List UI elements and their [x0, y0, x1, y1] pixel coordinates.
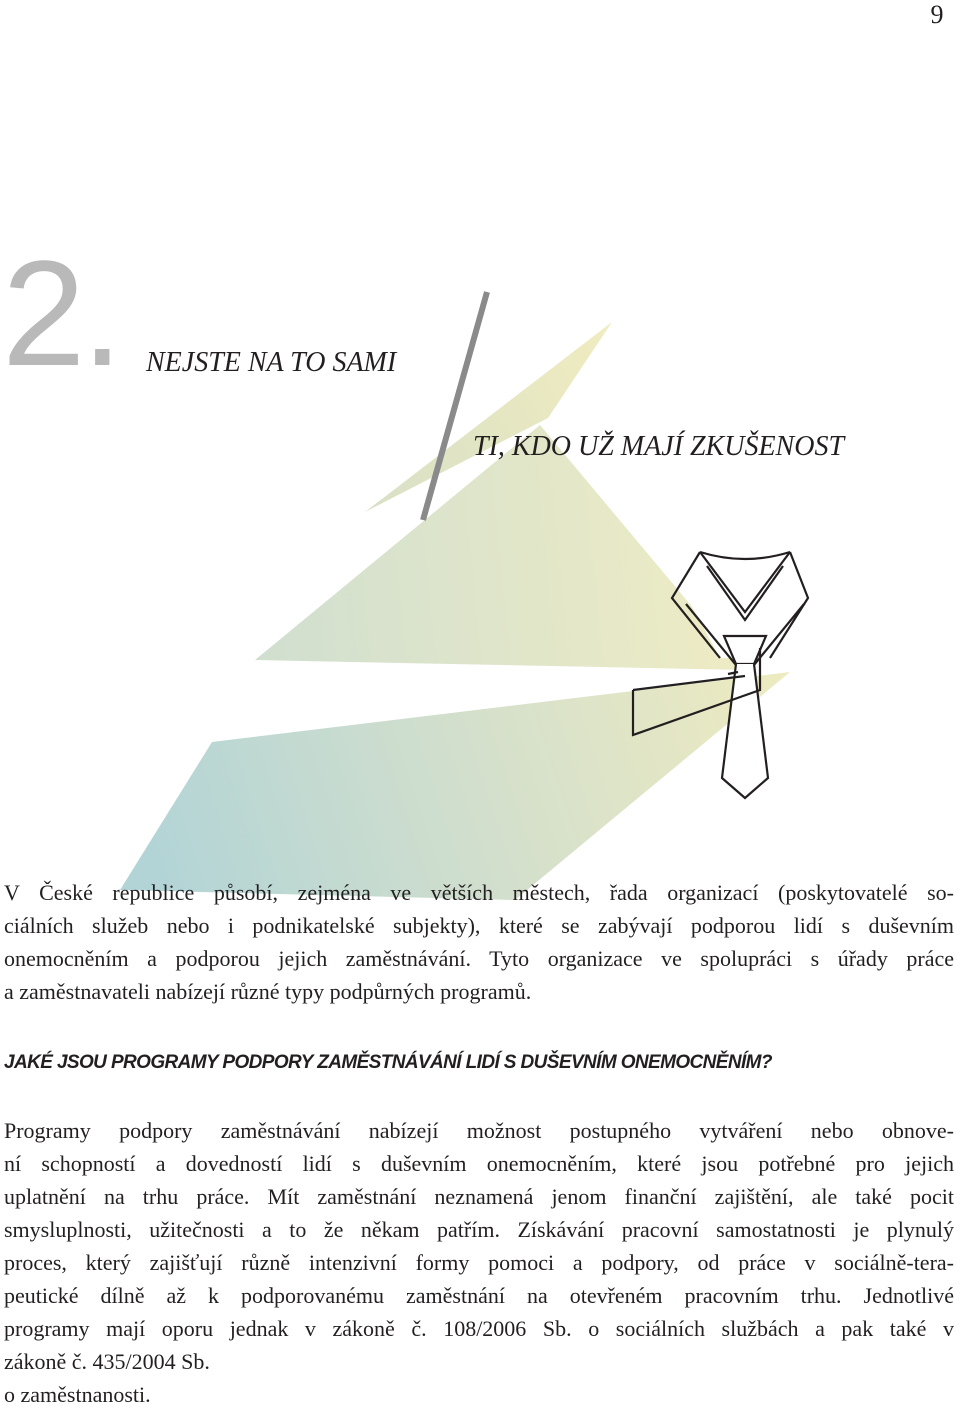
section-line: o zaměstnanosti. [4, 1382, 151, 1407]
section-line: peutické dílně až k podporovanému zaměstnání na otevřeném pracovním trhu. Jednotlivé [4, 1283, 954, 1308]
subchapter-title: TI, KDO UŽ MAJÍ ZKUŠENOST [473, 431, 845, 462]
section-line: Programy podpory zaměstnávání nabízejí možnost postupného vytváření nebo obnove- [4, 1118, 954, 1143]
intro-paragraph [4, 876, 954, 1008]
intro-line: onemocněním a podporou jejich zaměstnávání. Tyto organizace ve spolupráci s úřady práce [4, 946, 954, 971]
section-paragraph [4, 1114, 954, 1411]
section-heading: JAKÉ JSOU PROGRAMY PODPORY ZAMĚSTNÁVÁNÍ LIDÍ S DUŠEVNÍM ONEMOCNĚNÍM? [4, 1052, 772, 1073]
section-line: proces, který zajišťují různě intenzivní formy pomoci a podpory, od práce v sociálně-tera- [4, 1250, 954, 1275]
page-number: 9 [930, 0, 944, 29]
intro-line: a zaměstnavateli nabízejí různé typy podpůrných programů. [4, 979, 532, 1004]
background-shape-bottom [120, 672, 790, 900]
intro-line: ciálních služeb nebo i podnikatelské subjekty), které se zabývají podporou lidí s duševním [4, 913, 954, 938]
chapter-title: NEJSTE NA TO SAMI [146, 347, 397, 378]
intro-line: V České republice působí, zejména ve větších městech, řada organizací (poskytovatelé so- [4, 880, 954, 905]
section-line: uplatnění na trhu práce. Mít zaměstnání neznamená jenom finanční zajištění, ale také pocit [4, 1184, 954, 1209]
section-line: ní schopností a dovedností lidí s duševním onemocněním, které jsou potřebné pro jejich [4, 1151, 954, 1176]
section-line: programy mají oporu jednak v zákoně č. 108/2006 Sb. o sociálních službách a pak také v [4, 1316, 954, 1341]
section-line: smysluplnosti, užitečnosti a to že někam patřím. Získávání pracovní samostatnosti je plynulý [4, 1217, 954, 1242]
chapter-number: 2. [2, 229, 120, 397]
section-line: zákoně č. 435/2004 Sb. [4, 1349, 210, 1374]
